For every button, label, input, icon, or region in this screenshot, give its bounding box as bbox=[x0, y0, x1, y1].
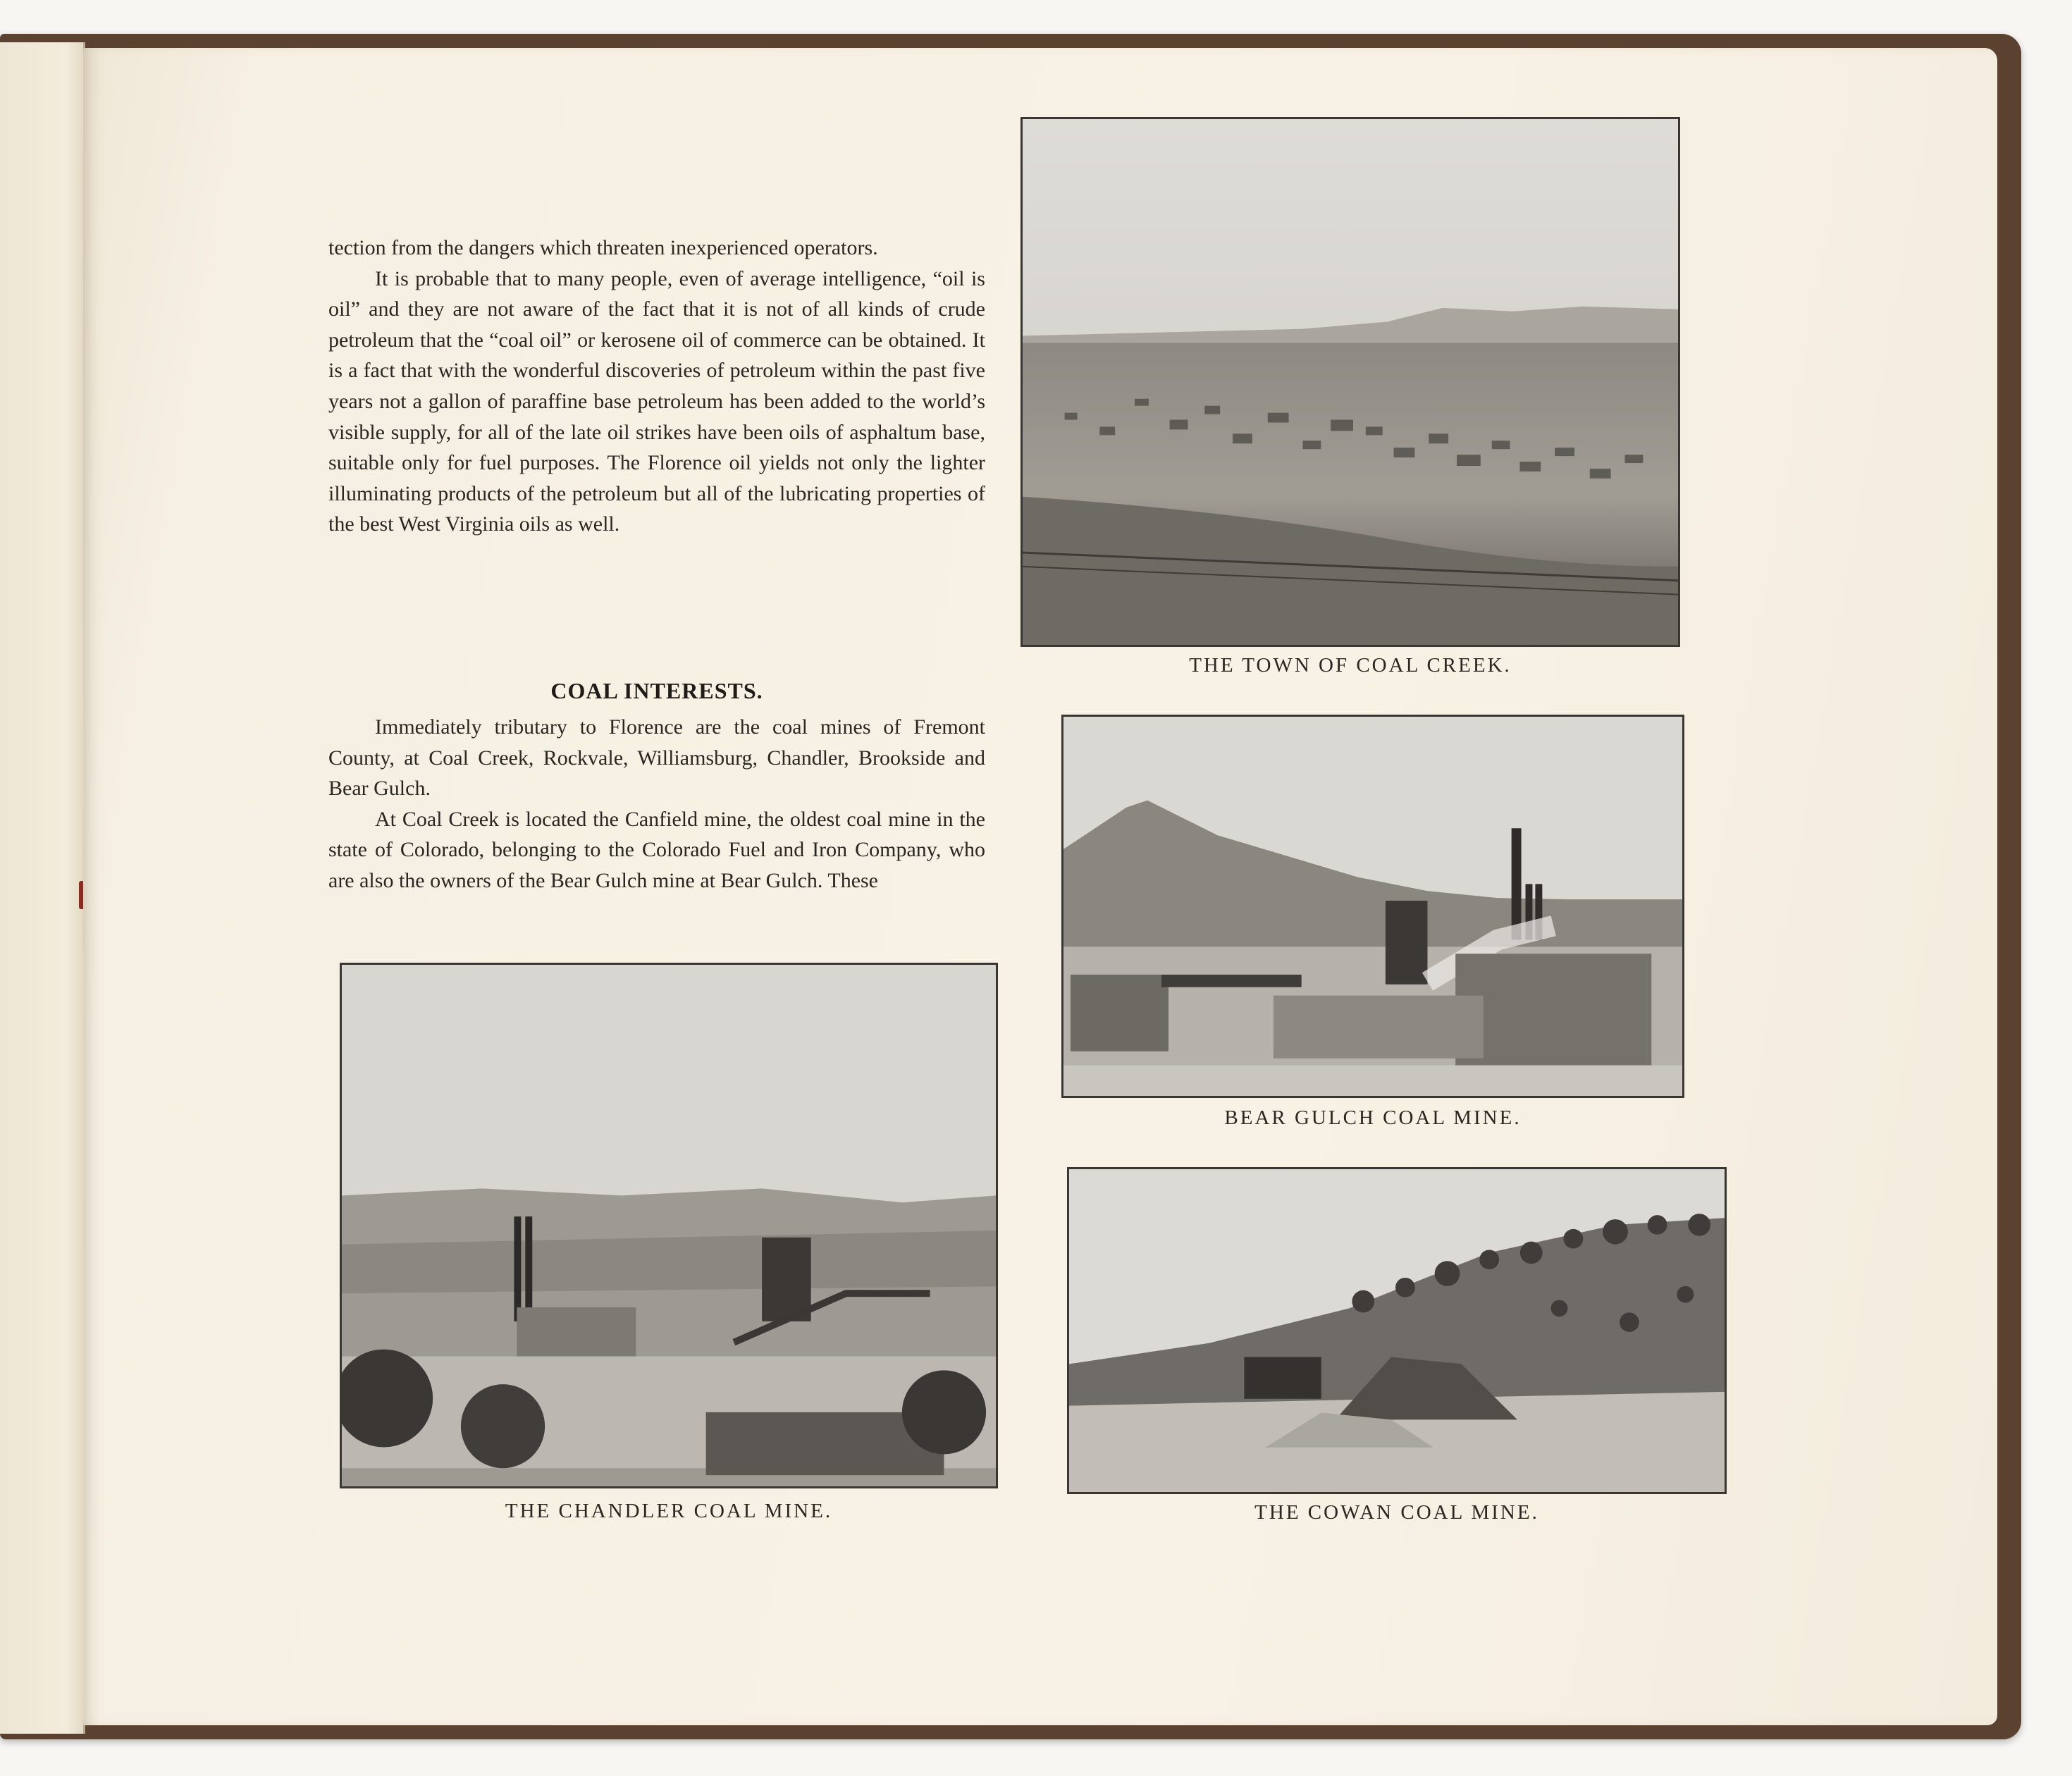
caption-town-of-coal-creek: THE TOWN OF COAL CREEK. bbox=[1189, 654, 1512, 677]
paragraph-4: At Coal Creek is located the Canfield mine, the oldest coal mine in the state of Colorado, belonging to the Colorado Fuel and Iron Company, who are also the owners of the Bear Gulch mine at Bear Gulch. These bbox=[328, 807, 985, 892]
caption-chandler-coal-mine: THE CHANDLER COAL MINE. bbox=[505, 1500, 833, 1522]
paragraph-2: It is probable that to many people, even of average intelligence, “oil is oil” and they are not aware of the fact that it is not of all kinds of crude petroleum that the “coal oil” or kerosene oil of commerce can be obtained. It is a fact that with the wonderful discoveries of petroleum within the past five years not a gallon of paraffine base petroleum has been added to the world’s visible supply, for all of the late oil strikes have been oils of asphaltum base, suitable only for fuel purposes. The Florence oil yields not only the lighter illuminating products of the petroleum but all of the lubricating properties of the best West Virginia oils as well. bbox=[328, 266, 985, 536]
photo-bear-gulch-coal-mine bbox=[1061, 715, 1684, 1098]
body-text-top bbox=[328, 233, 985, 540]
left-page-edge bbox=[0, 42, 85, 1734]
photo-town-of-coal-creek bbox=[1020, 117, 1680, 647]
caption-bear-gulch-coal-mine: BEAR GULCH COAL MINE. bbox=[1224, 1106, 1522, 1129]
photo-cowan-coal-mine bbox=[1067, 1167, 1727, 1494]
section-heading: COAL INTERESTS. bbox=[550, 678, 763, 703]
photo-chandler-coal-mine bbox=[340, 963, 998, 1488]
paragraph-1: tection from the dangers which threaten inexperienced operators. bbox=[328, 236, 878, 259]
body-text-bottom bbox=[328, 712, 985, 896]
paragraph-3: Immediately tributary to Florence are the coal mines of Fremont County, at Coal Creek, Rockvale, Williamsburg, Chandler, Brookside and Bear Gulch. bbox=[328, 715, 985, 801]
caption-cowan-coal-mine: THE COWAN COAL MINE. bbox=[1254, 1501, 1539, 1524]
